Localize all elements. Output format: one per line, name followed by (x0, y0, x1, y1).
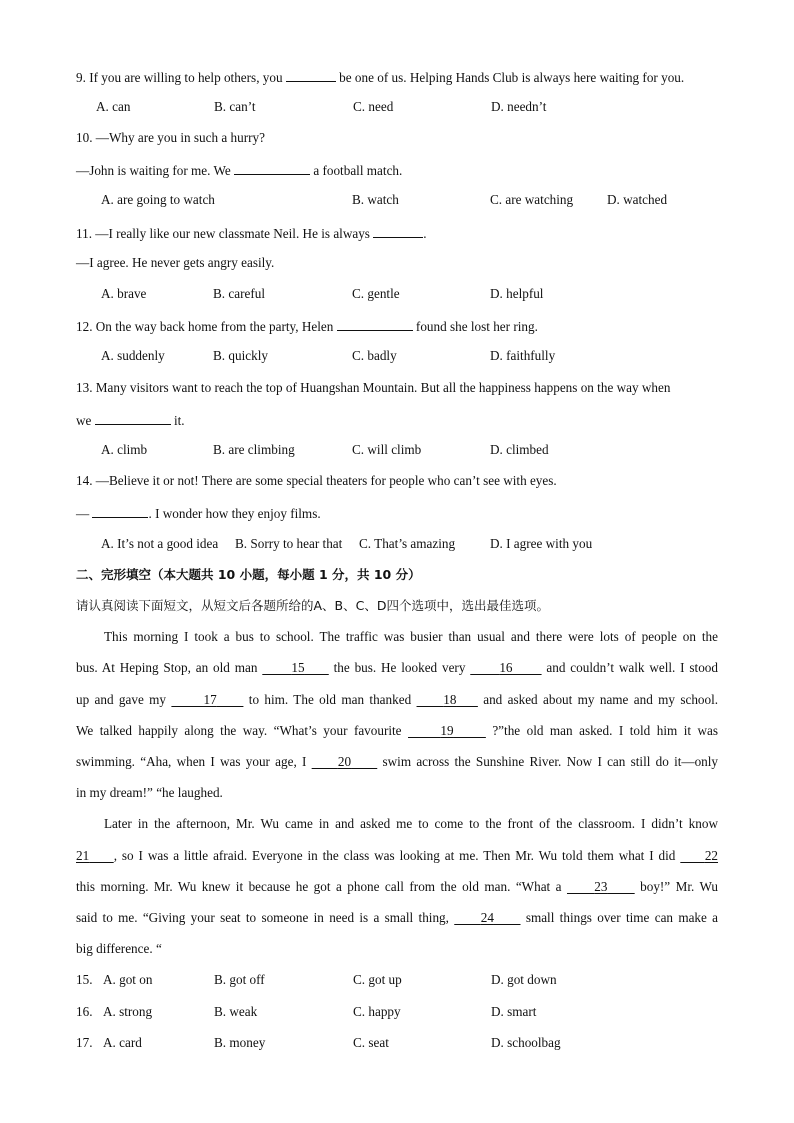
option-d: D. needn’t (491, 99, 547, 114)
q9-post: be one of us. Helping Hands Club is always here waiting for you. (339, 70, 685, 85)
passage-line (76, 754, 718, 770)
blank-21 (76, 848, 114, 863)
section-heading: 二、完形填空（本大题共 10 小题，每小题 1 分，共 10 分） (76, 567, 421, 582)
option-b: B. careful (213, 286, 265, 301)
option-c: C. need (353, 99, 394, 114)
passage-text: swimming. “Aha, when I was your age, I (76, 754, 307, 769)
question-12-stem (76, 317, 538, 333)
passage-line (76, 848, 718, 864)
blank-number: 17 (203, 692, 217, 707)
option-a: A. climb (101, 442, 148, 457)
option-a: A. brave (101, 286, 147, 301)
question-13-stem: 13. Many visitors want to reach the top of Huangshan Mountain. But all the happiness happens on the way when (76, 380, 671, 395)
section-instruction: 请认真阅读下面短文，从短文后各题所给的A、B、C、D四个选项中，选出最佳选项。 (76, 598, 549, 613)
passage-line: This morning I took a bus to school. The traffic was busier than usual and there were lots of people on the (104, 629, 718, 644)
blank-24 (454, 910, 520, 925)
passage-text: , so I was a little afraid. Everyone in the class was looking at me. Then Mr. Wu told them what I did (113, 848, 676, 863)
passage-text: boy!” Mr. Wu (640, 879, 719, 894)
option-b: B. Sorry to hear that (235, 536, 343, 551)
q10-reply-post: a football match. (313, 163, 403, 178)
question-10-stem: 10. —Why are you in such a hurry? (76, 130, 265, 145)
question-number: 15. (76, 972, 93, 987)
passage-text: bus. At Heping Stop, an old man (76, 660, 258, 675)
option-c: C. gentle (352, 286, 400, 301)
option-a: A. can (96, 99, 131, 114)
passage-text: and asked about my name and my school. (483, 692, 719, 707)
q12-pre: 12. On the way back home from the party, Helen (76, 319, 334, 334)
passage-text: this morning. Mr. Wu knew it because he got a phone call from the old man. “What a (76, 879, 562, 894)
q12-post: found she lost her ring. (415, 319, 538, 334)
question-10-reply (76, 161, 402, 177)
answer-blank (286, 68, 336, 82)
blank-number: 22 (704, 848, 719, 863)
question-14-stem: 14. —Believe it or not! There are some special theaters for people who can’t see with eyes. (76, 473, 557, 488)
answer-blank (337, 317, 413, 331)
question-number: 16. (76, 1004, 93, 1019)
option-a: A. strong (103, 1004, 153, 1019)
q13-post: it. (173, 413, 185, 428)
option-d: D. helpful (490, 286, 544, 301)
blank-number: 20 (337, 754, 352, 769)
blank-number: 21 (76, 848, 90, 863)
option-c: C. are watching (490, 192, 574, 207)
question-14-reply (76, 504, 321, 520)
blank-22 (680, 848, 718, 863)
blank-18 (417, 692, 478, 707)
passage-text: the bus. He looked very (333, 660, 466, 675)
option-d: D. faithfully (490, 348, 556, 363)
answer-blank (95, 411, 171, 425)
option-c: C. seat (353, 1035, 389, 1050)
question-number: 17. (76, 1035, 93, 1050)
option-d: D. schoolbag (491, 1035, 561, 1050)
q11-pre: 11. —I really like our new classmate Neil. He is always (76, 226, 370, 241)
answer-blank (92, 504, 148, 518)
q13-pre: we (76, 413, 92, 428)
blank-16 (470, 660, 541, 675)
answer-blank (373, 224, 423, 238)
option-c: C. got up (353, 972, 402, 987)
blank-number: 18 (443, 692, 457, 707)
option-a: A. are going to watch (101, 192, 215, 207)
passage-text: ?”the old man asked. I told him it was (492, 723, 719, 738)
option-b: B. can’t (214, 99, 256, 114)
answer-blank (234, 161, 310, 175)
option-a: A. got on (103, 972, 153, 987)
question-13-stem-cont (76, 411, 185, 427)
blank-15 (262, 660, 328, 675)
q14-reply-post: . I wonder how they enjoy films. (148, 506, 321, 521)
q11-post: . (423, 226, 427, 241)
passage-line: big difference. “ (76, 941, 162, 956)
passage-line (76, 692, 718, 708)
option-b: B. watch (352, 192, 399, 207)
passage-line (76, 910, 718, 926)
option-a: A. suddenly (101, 348, 165, 363)
question-11-stem (76, 224, 427, 240)
option-b: B. got off (214, 972, 265, 987)
passage-text: We talked happily along the way. “What’s your favourite (76, 723, 402, 738)
option-a: A. card (103, 1035, 142, 1050)
option-d: D. I agree with you (490, 536, 593, 551)
option-d: D. climbed (490, 442, 549, 457)
blank-number: 15 (291, 660, 305, 675)
passage-text: said to me. “Giving your seat to someone in need is a small thing, (76, 910, 449, 925)
passage-text: small things over time can make a (525, 910, 719, 925)
option-c: C. happy (353, 1004, 401, 1019)
passage-line: in my dream!” “he laughed. (76, 785, 223, 800)
blank-20 (312, 754, 378, 769)
passage-text: swim across the Sunshine River. Now I can still do it—only (382, 754, 719, 769)
passage-text: and couldn’t walk well. I stood (546, 660, 718, 675)
option-b: B. weak (214, 1004, 258, 1019)
option-d: D. watched (607, 192, 668, 207)
passage-text: up and gave my (76, 692, 167, 707)
blank-23 (567, 879, 635, 894)
option-d: D. smart (491, 1004, 537, 1019)
option-b: B. quickly (213, 348, 268, 363)
option-b: B. money (214, 1035, 266, 1050)
blank-number: 19 (440, 723, 454, 738)
question-9-stem (76, 68, 684, 84)
q9-pre: 9. If you are willing to help others, you (76, 70, 283, 85)
question-11-reply: —I agree. He never gets angry easily. (76, 255, 275, 270)
option-c: C. badly (352, 348, 397, 363)
passage-text: to him. The old man thanked (248, 692, 412, 707)
blank-number: 23 (594, 879, 608, 894)
option-d: D. got down (491, 972, 557, 987)
q10-reply-pre: —John is waiting for me. We (76, 163, 231, 178)
passage-line (76, 723, 718, 739)
passage-line: Later in the afternoon, Mr. Wu came in and asked me to come to the front of the classroom. I didn’t know (104, 816, 718, 831)
passage-line (76, 879, 718, 895)
q14-reply-pre: — (76, 506, 90, 521)
blank-number: 24 (480, 910, 494, 925)
blank-17 (171, 692, 243, 707)
option-c: C. will climb (352, 442, 422, 457)
blank-19 (408, 723, 486, 738)
option-c: C. That’s amazing (359, 536, 456, 551)
option-b: B. are climbing (213, 442, 295, 457)
passage-line (76, 660, 718, 676)
blank-number: 16 (499, 660, 513, 675)
option-a: A. It’s not a good idea (101, 536, 219, 551)
